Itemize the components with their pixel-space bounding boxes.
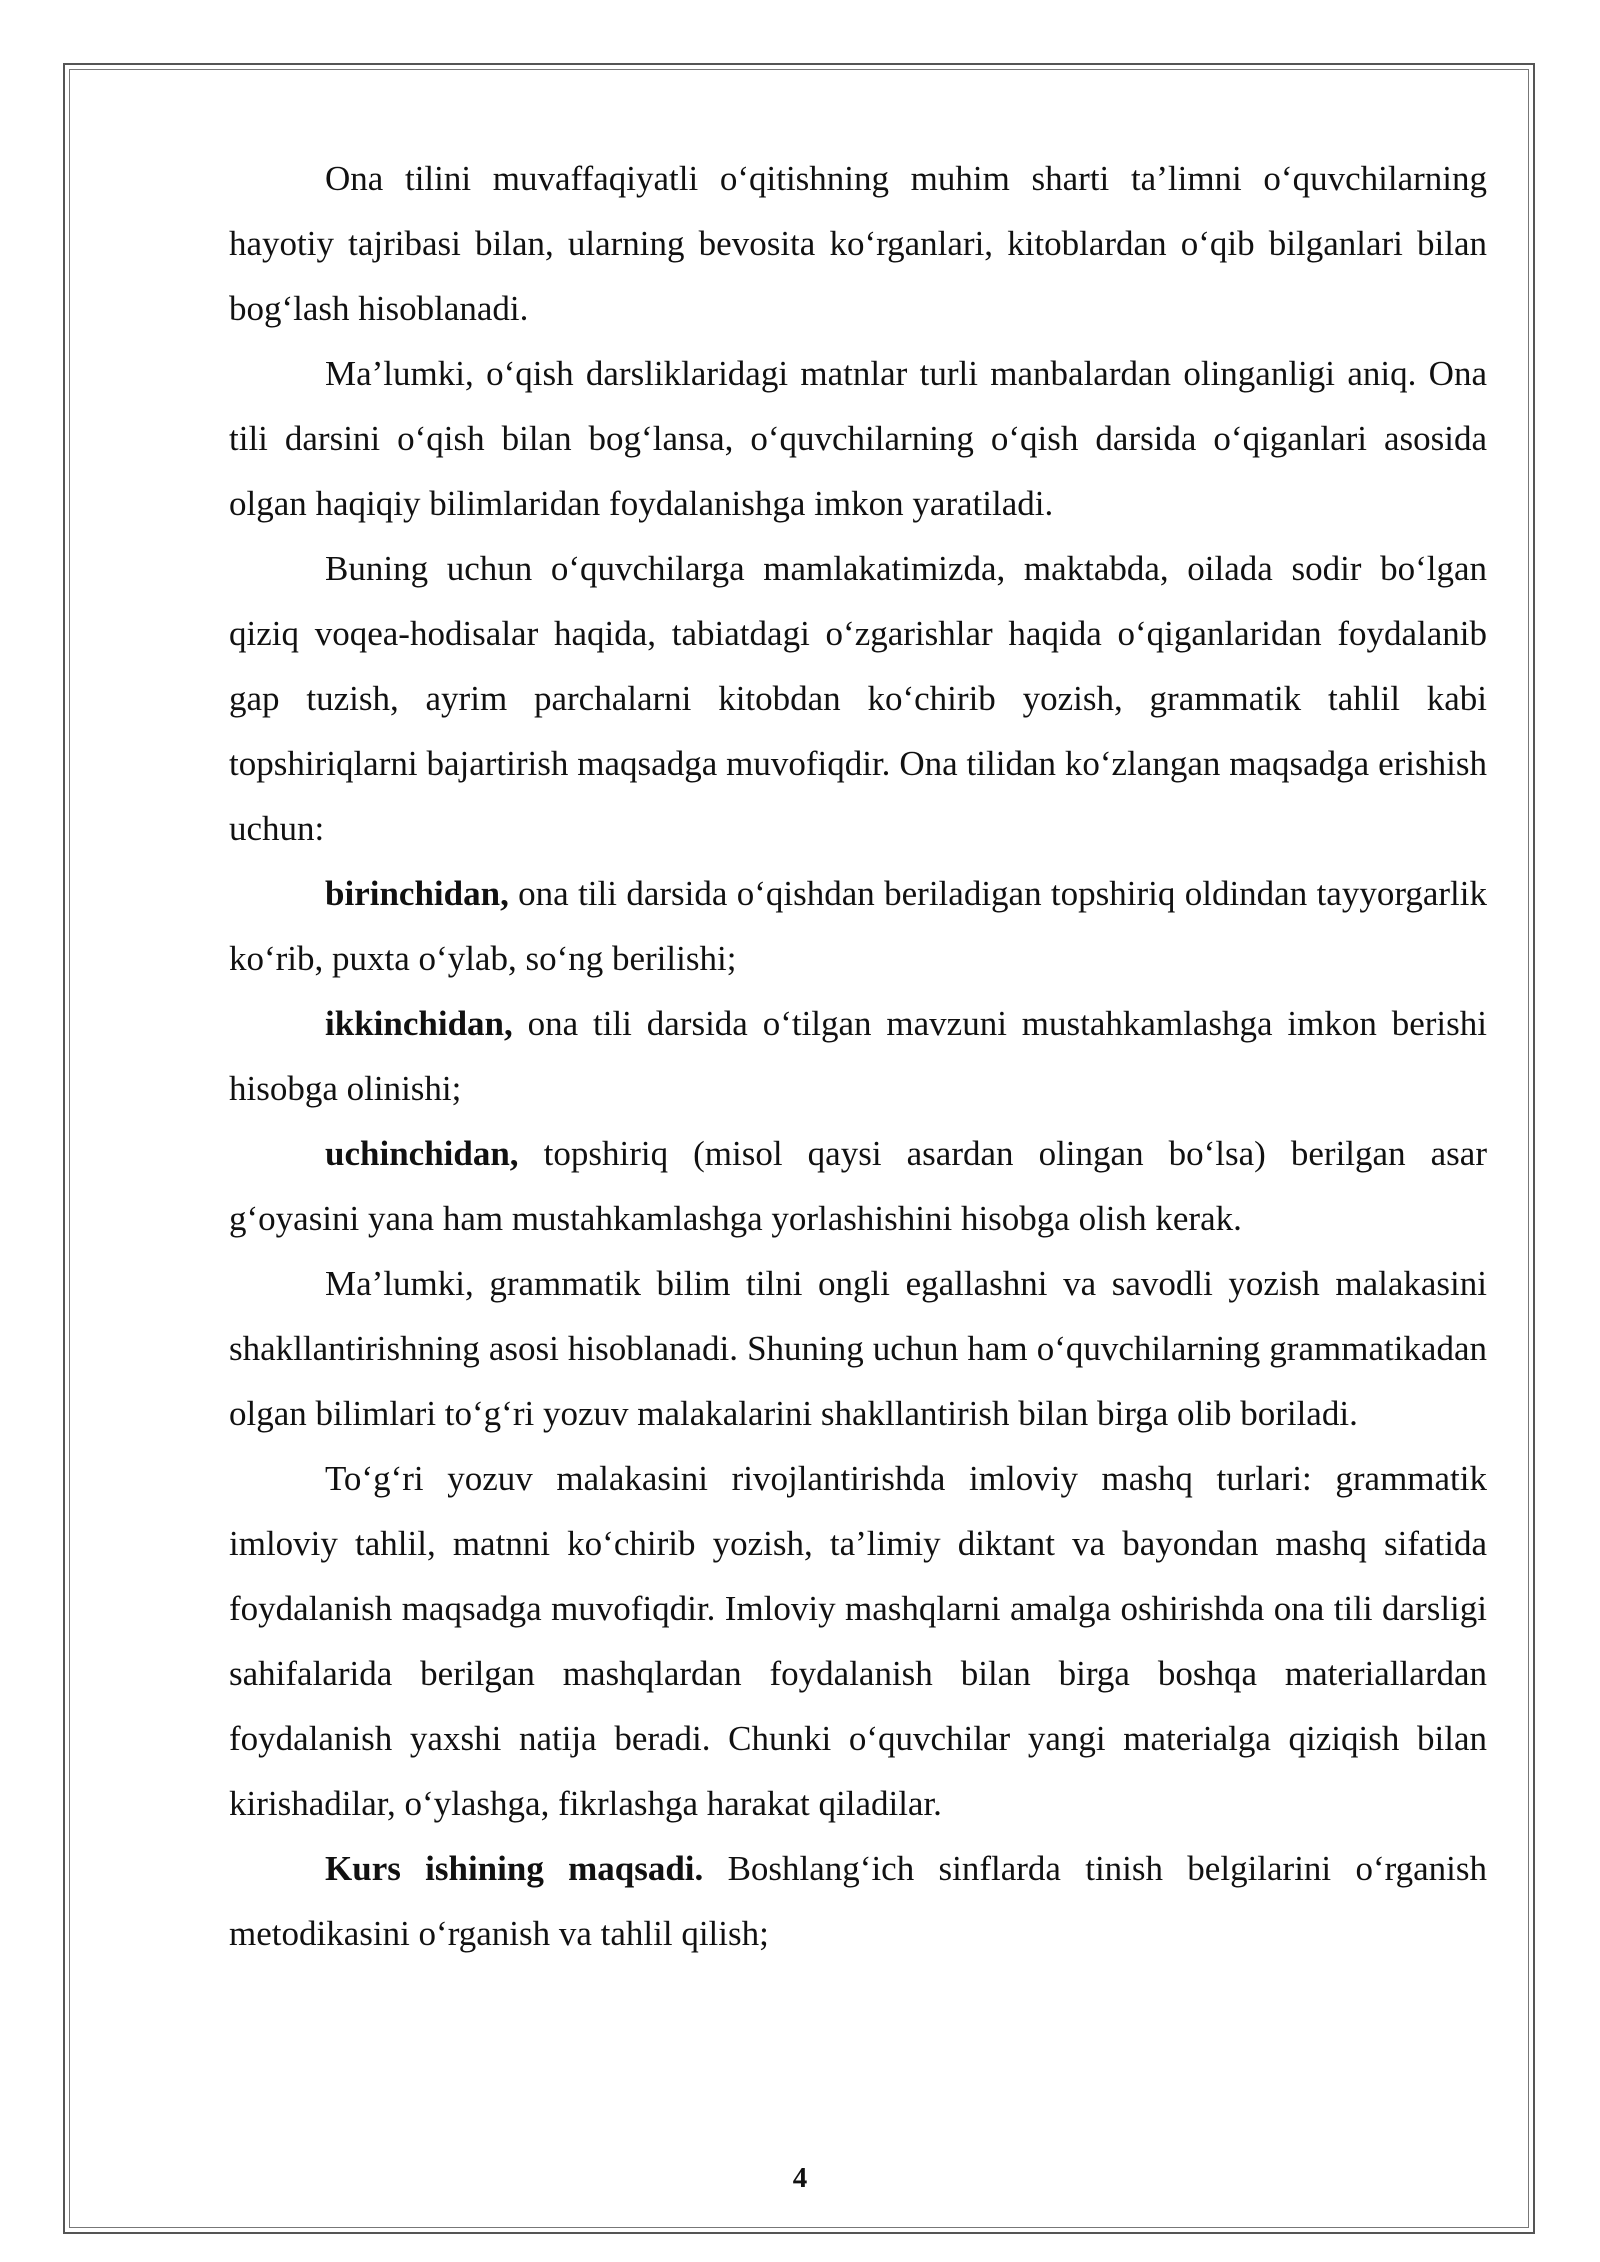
list-item-second <box>229 991 1487 1121</box>
list-item-second-text: ona tili darsida o‘tilgan mavzuni mustahkamlashga imkon berishi hisobga olinishi; <box>229 1004 1487 1108</box>
course-goal-paragraph <box>229 1836 1487 1966</box>
paragraph-3-text: Buning uchun o‘quvchilarga mamlakatimizda, maktabda, oilada sodir bo‘lgan qiziq voqea-hodisalar haqida, tabiatdagi o‘zgarishlar haqida o‘qiganlaridan foydalanib gap tuzish, ayrim parchalarni kitobdan ko‘chirib yozish, grammatik tahlil kabi topshiriqlarni bajartirish maqsadga muvofiqdir. Ona tilidan ko‘zlangan maqsadga erishish uchun: <box>229 549 1487 848</box>
paragraph-5 <box>229 1446 1487 1836</box>
list-item-first-text: ona tili darsida o‘qishdan beriladigan topshiriq oldindan tayyorgarlik ko‘rib, puxta o‘ylab, so‘ng berilishi; <box>229 874 1487 978</box>
paragraph-1 <box>229 146 1487 341</box>
list-item-first-lead: birinchidan, <box>325 874 509 913</box>
paragraph-4-text: Ma’lumki, grammatik bilim tilni ongli egallashni va savodli yozish malakasini shakllantirishning asosi hisoblanadi. Shuning uchun ham o‘quvchilarning grammatikadan olgan bilimlari to‘g‘ri yozuv malakalarini shakllantirish bilan birga olib boriladi. <box>229 1264 1487 1433</box>
paragraph-5-text: To‘g‘ri yozuv malakasini rivojlantirishda imloviy mashq turlari: grammatik imloviy tahlil, matnni ko‘chirib yozish, ta’limiy diktant va bayondan mashq sifatida foydalanish maqsadga muvofiqdir. Imloviy mashqlarni amalga oshirishda ona tili darsligi sahifalarida berilgan mashqlardan foydalanish bilan birga boshqa materiallardan foydalanish yaxshi natija beradi. Chunki o‘quvchilar yangi materialga qiziqish bilan kirishadilar, o‘ylashga, fikrlashga harakat qiladilar. <box>229 1459 1487 1823</box>
course-goal-heading: Kurs ishining maqsadi. <box>325 1849 704 1888</box>
paragraph-1-text: Ona tilini muvaffaqiyatli o‘qitishning muhim sharti ta’limni o‘quvchilarning hayotiy tajribasi bilan, ularning bevosita ko‘rganlari, kitoblardan o‘qib bilganlari bilan bog‘lash hisoblanadi. <box>229 159 1487 328</box>
paragraph-2 <box>229 341 1487 536</box>
course-goal-text: Boshlang‘ich sinflarda tinish belgilarini o‘rganish metodikasini o‘rganish va tahlil qilish; <box>229 1849 1487 1953</box>
list-item-first <box>229 861 1487 991</box>
list-item-third-lead: uchinchidan, <box>325 1134 519 1173</box>
page-number: 4 <box>792 2162 808 2194</box>
document-body <box>229 146 1487 1966</box>
paragraph-2-text: Ma’lumki, o‘qish darsliklaridagi matnlar turli manbalardan olinganligi aniq. Ona tili darsini o‘qish bilan bog‘lansa, o‘quvchilarning o‘qish darsida o‘qiganlari asosida olgan haqiqiy bilimlaridan foydalanishga imkon yaratiladi. <box>229 354 1487 523</box>
list-item-third <box>229 1121 1487 1251</box>
list-item-third-text: topshiriq (misol qaysi asardan olingan bo‘lsa) berilgan asar g‘oyasini yana ham mustahkamlashga yorlashishini hisobga olish kerak. <box>229 1134 1487 1238</box>
list-item-second-lead: ikkinchidan, <box>325 1004 513 1043</box>
paragraph-4 <box>229 1251 1487 1446</box>
paragraph-3 <box>229 536 1487 861</box>
